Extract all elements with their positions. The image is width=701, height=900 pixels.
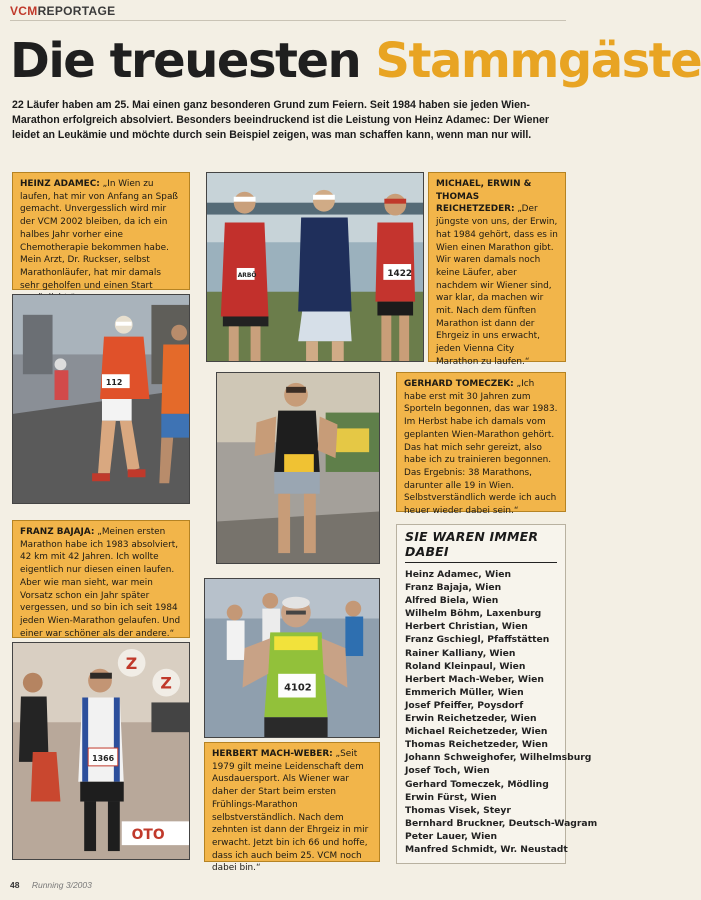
header-rule	[10, 20, 566, 21]
roster-list-item: Josef Pfeiffer, Poysdorf	[405, 699, 524, 711]
bib-reichetzeder-left: ARBÖ	[237, 271, 257, 279]
roster-list-item: Emmerich Müller, Wien	[405, 686, 524, 698]
quote-adamec-name: HEINZ ADAMEC:	[20, 179, 100, 189]
bib-mach-weber: 4102	[284, 682, 312, 694]
bib-bajaja: 1366	[92, 753, 115, 763]
roster-list-item: Herbert Christian, Wien	[405, 621, 528, 633]
roster-list-item: Erwin Fürst, Wien	[405, 791, 497, 803]
photo-reichetzeder	[206, 172, 424, 362]
page-footer	[10, 880, 92, 890]
roster-list-item: Roland Kleinpaul, Wien	[405, 660, 526, 672]
photo-bajaja	[12, 642, 190, 860]
quote-mach-weber	[204, 742, 380, 874]
roster-list-item: Johann Schweighofer, Wilhelmsburg	[405, 752, 592, 764]
section-brand: VCM	[10, 4, 38, 18]
roster-list-item: Manfred Schmidt, Wr. Neustadt	[405, 843, 568, 855]
quote-bajaja	[12, 520, 190, 638]
roster-list-item: Bernhard Bruckner, Deutsch-Wagram	[405, 817, 598, 829]
roster-title: SIE WAREN IMMER DABEI	[405, 529, 557, 563]
headline-part1: Die treuesten	[10, 33, 361, 89]
quote-mach-weber-text: „Seit 1979 gilt meine Leidenschaft dem Ausdauersport. Als Wiener war daher der Start beim ersten Frühlings-Marathon selbstverständlich. Nach dem zehnten ist dann der Ehrgeiz in mir erwacht. Jetzt bin ich 66 und hoffe, dass ich auch beim 25. VCM noch dabei bin.“	[212, 749, 369, 874]
roster-list-item: Franz Bajaja, Wien	[405, 582, 502, 594]
roster-list-item: Herbert Mach-Weber, Wien	[405, 673, 544, 685]
roster-list-item: Alfred Biela, Wien	[405, 595, 499, 607]
roster-list-item: Peter Lauer, Wien	[405, 830, 498, 842]
headline-part2: Stammgäste	[375, 33, 701, 89]
bib-adamec: 112	[105, 378, 123, 388]
roster-list-item: Erwin Reichetzeder, Wien	[405, 713, 537, 725]
quote-bajaja-text: „Meinen ersten Marathon habe ich 1983 absolviert, 42 km mit 42 Jahren. Ich wollte eigentlich nur diesen einen laufen. Aber wie man sieht, war mein Vorsatz schon ein Jahr später vergessen, und so bin ich seit 1984 jeden Wien-Marathon gelaufen. Und einer war schöner als der andere.“	[20, 527, 181, 639]
svg-text:OTO: OTO	[131, 827, 165, 844]
roster-list-item: Gerhard Tomeczek, Mödling	[405, 778, 549, 790]
quote-tomeczek	[396, 372, 566, 517]
roster-list-item: Wilhelm Böhm, Laxenburg	[405, 608, 542, 620]
quote-tomeczek-text: „Ich habe erst mit 30 Jahren zum Sporteln begonnen, das war 1983. Im Herbst habe ich damals vom geplanten Wien-Marathon gehört. Das hat mich sehr gereizt, also habe ich zu trainieren begonnen. Das Ergebnis: 38 Marathons, darunter alle 19 in Wien. Selbstverständlich werde ich auch heuer wieder dabei sein.“	[404, 379, 558, 517]
quote-tomeczek-name: GERHARD TOMECZEK:	[404, 379, 514, 389]
intro-paragraph: 22 Läufer haben am 25. Mai einen ganz besonderen Grund zum Feiern. Seit 1984 haben sie jeden Wien-Marathon erfolgreich absolviert. Besonders beeindruckend ist die Leistung von Heinz Adamec: Der Wiener leidet an Leukämie und möchte durch sein Beispiel zeigen, was man schaffen kann, wenn man nur will.	[12, 99, 549, 141]
quote-adamec	[12, 172, 190, 290]
photo-adamec	[12, 294, 190, 504]
svg-text:Z: Z	[125, 653, 138, 673]
roster-list-item: Josef Toch, Wien	[405, 765, 490, 777]
quote-bajaja-name: FRANZ BAJAJA:	[20, 527, 95, 537]
svg-text:Z: Z	[160, 673, 172, 693]
bib-reichetzeder-right: 1422	[387, 268, 413, 279]
quote-mach-weber-name: HERBERT MACH-WEBER:	[212, 749, 333, 759]
photo-tomeczek	[216, 372, 380, 564]
roster-list-item: Thomas Visek, Steyr	[405, 804, 511, 816]
section-tag	[10, 4, 115, 18]
quote-adamec-text: „In Wien zu laufen, hat mir von Anfang an Spaß gemacht. Unvergesslich wird mir der VCM 2002 bleiben, da ich ein halbes Jahr vorher eine Chemotherapie bekommen habe. Mein Arzt, Dr. Ruckser, selbst Marathonläufer, hat mir damals sehr geholfen und einen Start	[20, 179, 178, 291]
roster-list-item: Michael Reichetzeder, Wien	[405, 726, 548, 738]
quote-reichetzeder	[428, 172, 566, 367]
roster-list	[405, 568, 598, 856]
headline	[10, 30, 701, 92]
roster-box	[396, 524, 598, 864]
photo-mach-weber	[204, 578, 380, 738]
magazine-issue: Running 3/2003	[31, 880, 92, 890]
quote-reichetzeder-name: MICHAEL, ERWIN & THOMAS REICHETZEDER:	[436, 179, 532, 215]
roster-list-item: Franz Gschiegl, Pfaffstätten	[405, 634, 550, 646]
section-name: REPORTAGE	[37, 4, 116, 18]
roster-list-item: Thomas Reichetzeder, Wien	[405, 739, 548, 751]
page-number: 48	[10, 880, 20, 890]
roster-list-item: Heinz Adamec, Wien	[405, 569, 512, 580]
quote-reichetzeder-text: „Der jüngste von uns, der Erwin, hat 1984 gehört, dass es in Wien einen Marathon gibt. Wir waren damals noch keine Läufer, aber nachdem wir Wiener sind, war klar, da machen wir mit. Nach dem fünften Marathon ist dann der Ehrgeiz in uns erwacht, jeden Vienna City Marathon zu laufen.“	[436, 204, 558, 367]
roster-list-item: Rainer Kalliany, Wien	[405, 647, 516, 659]
